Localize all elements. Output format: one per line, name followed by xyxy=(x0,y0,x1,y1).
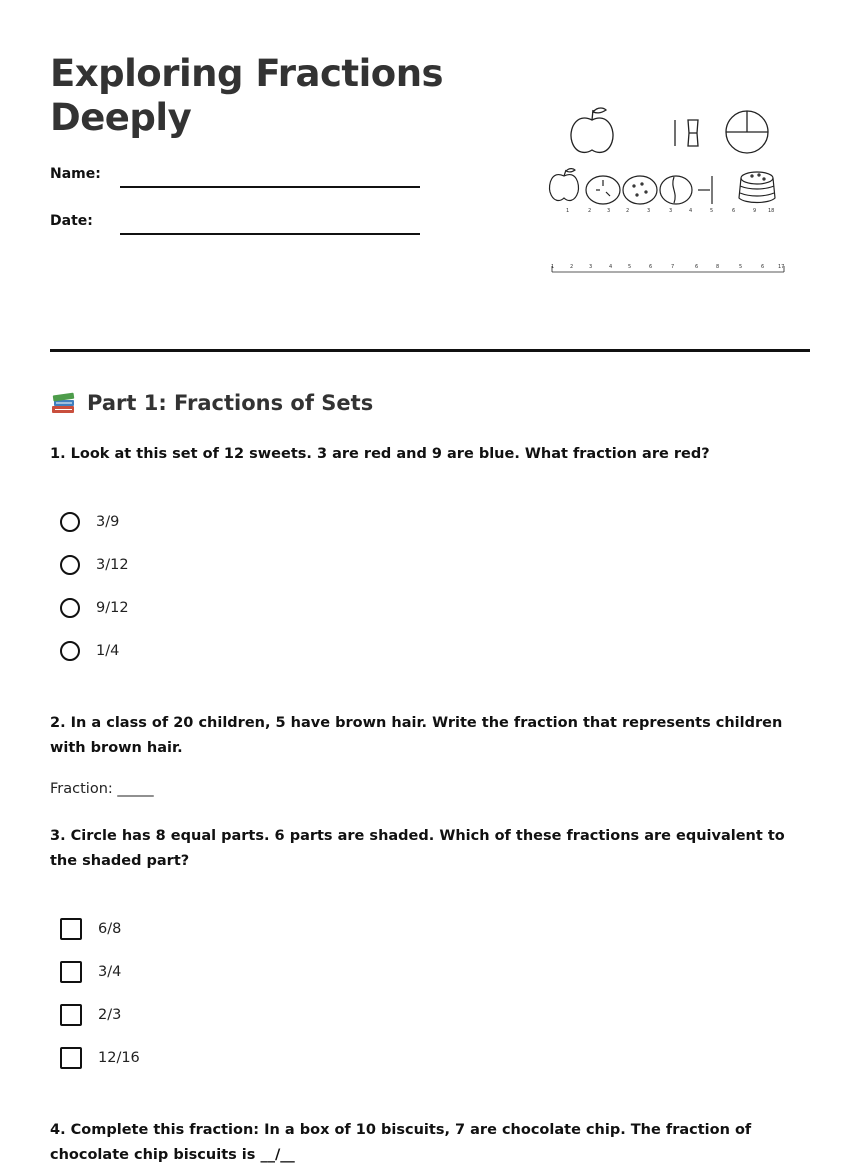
number-line-tick: 2 xyxy=(570,264,574,270)
q1-option[interactable] xyxy=(60,641,119,661)
date-field[interactable] xyxy=(120,233,420,235)
checkbox[interactable] xyxy=(60,1047,82,1069)
radio-button[interactable] xyxy=(60,555,80,575)
row-number: 3 xyxy=(647,208,651,214)
name-field[interactable] xyxy=(120,186,420,188)
bar-fraction-icon xyxy=(675,120,698,146)
checkbox[interactable] xyxy=(60,1004,82,1026)
q3-option[interactable] xyxy=(60,1047,140,1069)
row-number: 6 xyxy=(732,208,736,214)
row-number: 1 xyxy=(566,208,570,214)
radio-button[interactable] xyxy=(60,641,80,661)
books-icon xyxy=(50,389,78,417)
number-line-tick: 6 xyxy=(761,264,765,270)
header-divider xyxy=(50,349,810,352)
row-number: 2 xyxy=(626,208,630,214)
radio-button[interactable] xyxy=(60,512,80,532)
name-label: Name: xyxy=(50,166,101,182)
apple-icon xyxy=(550,169,579,201)
number-line-tick: 4 xyxy=(609,264,613,270)
question-2: 2. In a class of 20 children, 5 have brown hair. Write the fraction that represents children with brown hair. xyxy=(50,715,783,756)
option-label: 6/8 xyxy=(98,921,122,937)
radio-button[interactable] xyxy=(60,598,80,618)
number-line-icon xyxy=(552,266,784,272)
number-line-tick: 7 xyxy=(671,264,675,270)
apple-icon xyxy=(571,108,613,152)
option-label: 3/4 xyxy=(98,964,122,980)
number-line-tick: 5 xyxy=(628,264,632,270)
number-line-tick: 6 xyxy=(649,264,653,270)
option-label: 2/3 xyxy=(98,1007,122,1023)
cake-icon xyxy=(739,172,775,203)
question-4: 4. Complete this fraction: In a box of 10 biscuits, 7 are chocolate chip. The fraction of chocolate chip biscuits is __/__ xyxy=(50,1122,752,1163)
row-number: 5 xyxy=(710,208,714,214)
section-heading xyxy=(50,389,373,417)
option-label: 3/12 xyxy=(96,557,129,573)
checkbox[interactable] xyxy=(60,918,82,940)
number-line-tick: 17 xyxy=(778,264,785,270)
row-number: 2 xyxy=(588,208,592,214)
option-label: 1/4 xyxy=(96,643,120,659)
fractions-illustration xyxy=(540,100,790,290)
row-number: 9 xyxy=(753,208,757,214)
row-number: 18 xyxy=(768,208,775,214)
row-number: 3 xyxy=(607,208,611,214)
option-label: 12/16 xyxy=(98,1050,140,1066)
fraction-answer[interactable]: Fraction: _____ xyxy=(50,781,154,797)
option-label: 3/9 xyxy=(96,514,120,530)
number-line-tick: 8 xyxy=(716,264,720,270)
row-number: 4 xyxy=(689,208,693,214)
q1-option[interactable] xyxy=(60,512,119,532)
page-title: Exploring Fractions Deeply xyxy=(50,52,444,139)
section-title: Part 1: Fractions of Sets xyxy=(87,391,374,415)
checkbox[interactable] xyxy=(60,961,82,983)
option-label: 9/12 xyxy=(96,600,129,616)
number-line-tick: 5 xyxy=(739,264,743,270)
q1-option[interactable] xyxy=(60,555,129,575)
q3-option[interactable] xyxy=(60,918,121,940)
quartered-circle-icon xyxy=(726,111,768,153)
q3-option[interactable] xyxy=(60,961,121,983)
q3-option[interactable] xyxy=(60,1004,121,1026)
number-line-tick: 3 xyxy=(589,264,593,270)
question-1: 1. Look at this set of 12 sweets. 3 are red and 9 are blue. What fraction are red? xyxy=(50,446,710,462)
cookie-icon xyxy=(586,176,692,204)
question-3: 3. Circle has 8 equal parts. 6 parts are shaded. Which of these fractions are equivalent to the shaded part? xyxy=(50,828,785,869)
date-label: Date: xyxy=(50,213,93,229)
number-line-tick: 6 xyxy=(695,264,699,270)
fraction-mark-icon xyxy=(698,176,712,204)
row-number: 3 xyxy=(669,208,673,214)
q1-option[interactable] xyxy=(60,598,129,618)
number-line-tick: 1 xyxy=(551,264,555,270)
